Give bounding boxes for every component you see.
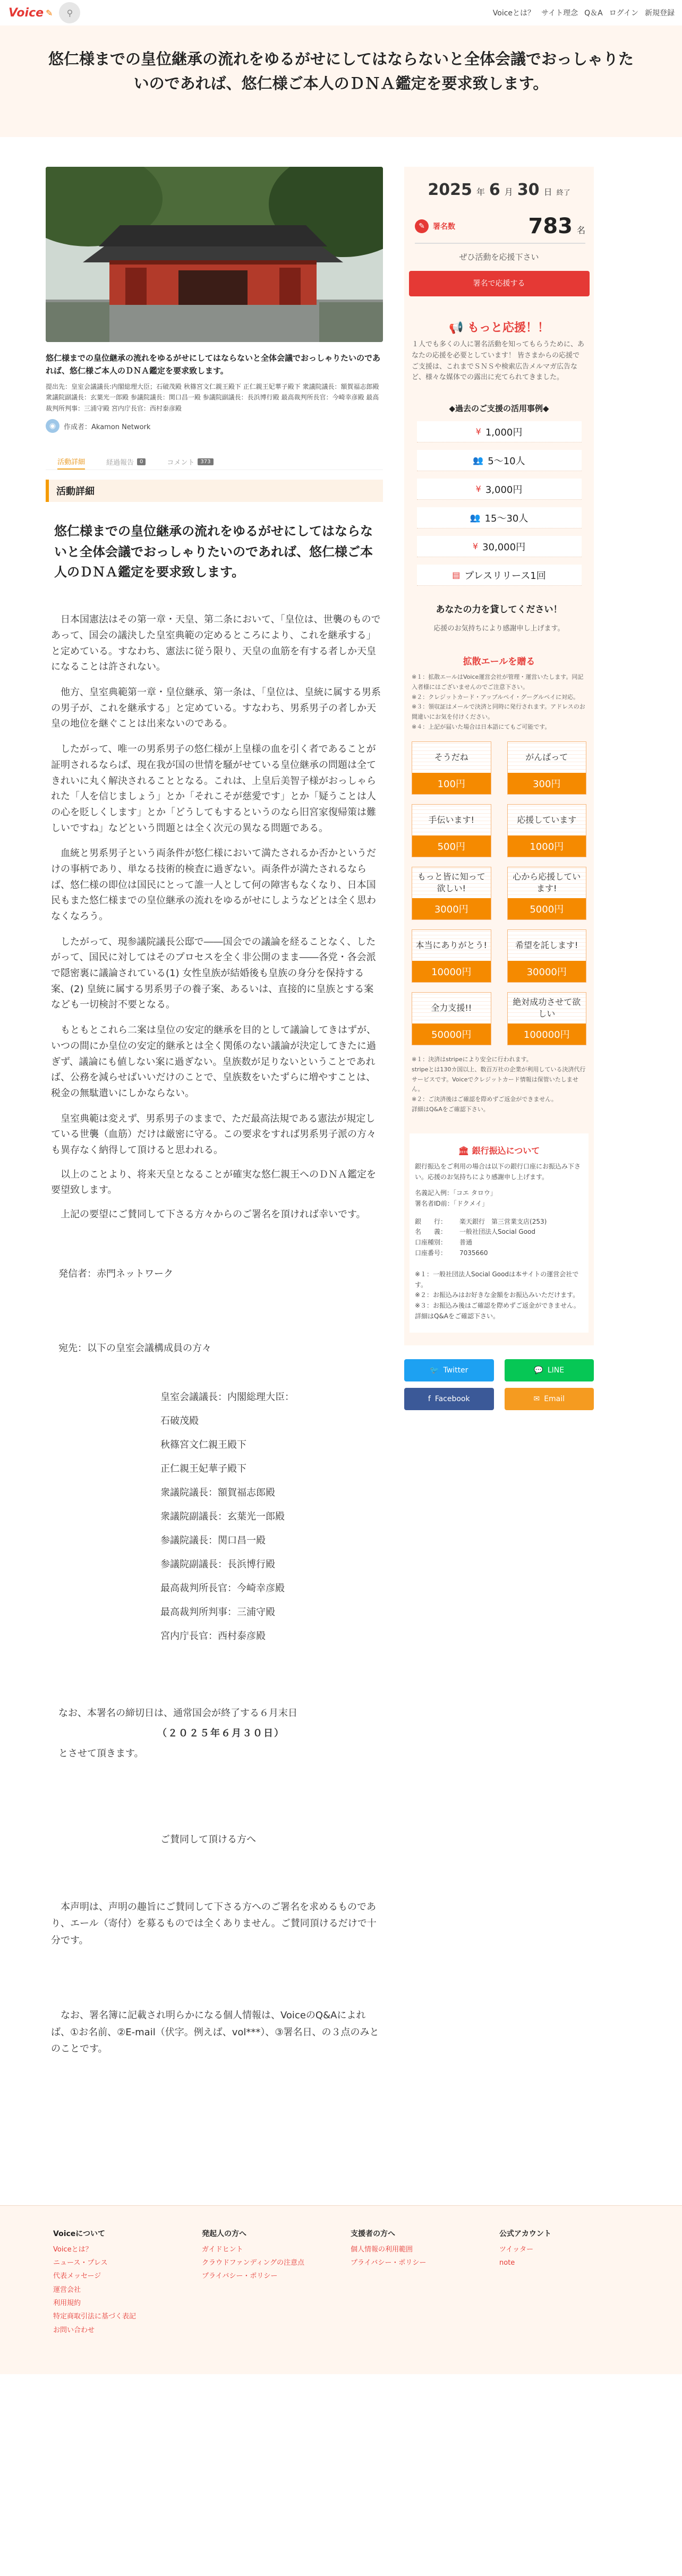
date-month-unit: 月 bbox=[504, 187, 513, 197]
yell-card[interactable] bbox=[412, 867, 491, 920]
more-title-text: もっと応援！！ bbox=[467, 321, 550, 335]
footer-link[interactable]: ツイッター bbox=[499, 2245, 534, 2254]
date-day-unit: 日 bbox=[543, 187, 552, 197]
petition-photo bbox=[46, 167, 383, 342]
share-facebook-button[interactable] bbox=[404, 1388, 494, 1410]
petition-author[interactable] bbox=[46, 419, 383, 433]
bank-notes bbox=[415, 1269, 583, 1322]
footer-link[interactable]: 利用規約 bbox=[53, 2299, 81, 2308]
coin-icon: ¥ bbox=[475, 427, 481, 437]
date-end-label: 終了 bbox=[556, 189, 570, 197]
coin-icon: ¥ bbox=[472, 541, 479, 552]
footer-link[interactable]: note bbox=[499, 2259, 515, 2267]
content-tabs bbox=[46, 454, 383, 470]
note-item: ※３：お振込み後はご確認を際めずご返金ができません。詳細はQ&Aをご確認下さい。 bbox=[415, 1302, 580, 1320]
sender-line: 発信者：赤門ネットワーク bbox=[58, 1268, 173, 1280]
past-case-text: 1,000円 bbox=[485, 427, 523, 438]
press-icon: ▤ bbox=[452, 570, 461, 581]
bank-field-key: 口座種別： bbox=[415, 1239, 447, 1247]
bank-title-text: 銀行振込について bbox=[472, 1146, 540, 1156]
recipient-item: 参議院副議長：長浜博行殿 bbox=[160, 1558, 275, 1570]
paragraph: したがって、唯一の男系男子の悠仁様が上皇様の血を引く者であることが証明されるならば、現在我が国の世情を騒がせている皇位継承の問題は全てきれいに丸く解決されることとなる。これは、上皇后美智子様がおっしゃられた「人を信じましょう」とか「それこそが慈愛です」とか「疑うことは人の心を貶しくします」とか「どうしてもするというのなら旧宮家復帰策は難しいですね」などという問題とは全く次元の異なる問題である。 bbox=[51, 744, 376, 834]
bank-field-key: 口座番号： bbox=[415, 1249, 447, 1257]
line-icon: 💬 bbox=[534, 1366, 543, 1375]
bank-field bbox=[415, 1227, 583, 1238]
share-label: LINE bbox=[547, 1366, 565, 1375]
recipient-item: 衆議院副議長：玄葉光一郎殿 bbox=[160, 1511, 285, 1522]
site-footer bbox=[0, 2205, 682, 2374]
bank-title bbox=[415, 1144, 583, 1156]
yell-price-button[interactable]: 1000円 bbox=[508, 835, 586, 857]
past-cases-title: ◆過去のご支援の活用事例◆ bbox=[449, 404, 549, 414]
sidebar bbox=[404, 167, 594, 1410]
share-label: Facebook bbox=[434, 1394, 470, 1403]
yell-message: 心から応援しています! bbox=[508, 867, 586, 898]
logo-text[interactable]: Voice bbox=[8, 6, 44, 20]
more-support-title bbox=[412, 319, 586, 335]
yell-card[interactable] bbox=[507, 992, 587, 1045]
yell-message: 応援しています bbox=[508, 805, 586, 835]
statement-paragraph: 本声明は、声明の趣旨にご賛同して下さる方へのご署名を求めるものであり、エール（寄付）を募るものでは全くありません。ご賛同頂けるだけで十分です。 bbox=[51, 1901, 377, 1946]
tab-comments-count: 373 bbox=[198, 458, 213, 465]
yell-message: 全力支援!! bbox=[412, 993, 491, 1023]
logo-mark-icon: ✎ bbox=[46, 7, 53, 18]
yell-price-button[interactable]: 5000円 bbox=[508, 898, 586, 919]
footer-link[interactable]: お問い合わせ bbox=[53, 2326, 95, 2334]
yell-message: 本当にありがとう! bbox=[412, 930, 491, 961]
note-item: ※１：一般社団法人Social Goodは本サイトの運営会社です。 bbox=[415, 1270, 579, 1289]
avatar: ◉ bbox=[46, 419, 59, 433]
recipient-item: 最高裁判所判事：三浦守殿 bbox=[160, 1606, 275, 1618]
closing-heading: ご賛同して頂ける方へ bbox=[160, 1833, 256, 1845]
yell-card[interactable] bbox=[412, 804, 491, 857]
body-title: 悠仁様までの皇位継承の流れをゆるがせにしてはならないと全体会議でおっしゃりたいのであれば、悠仁様ご本人のＤＮＡ鑑定を要求致します。 bbox=[54, 524, 373, 579]
footer-column-title: Voiceについて bbox=[53, 2229, 106, 2238]
nav-philosophy[interactable]: サイト理念 bbox=[541, 9, 578, 18]
yell-price-button[interactable]: 10000円 bbox=[412, 961, 491, 982]
sign-button[interactable]: 署名で応援する bbox=[409, 271, 590, 296]
footer-column-title: 支援者の方へ bbox=[351, 2229, 395, 2238]
bank-field-value: 一般社団法人Social Good bbox=[459, 1228, 536, 1236]
past-cases-list bbox=[417, 421, 582, 586]
note-item: ※２：お振込みはお好きな金額をお振込みいただけます。 bbox=[415, 1291, 579, 1299]
end-date-box bbox=[404, 167, 594, 199]
footer-link[interactable]: 運営会社 bbox=[53, 2285, 81, 2294]
facebook-icon: f bbox=[428, 1394, 431, 1403]
bank-field bbox=[415, 1217, 583, 1227]
more-support-section bbox=[404, 296, 594, 383]
bank-field-value: 楽天銀行 第三営業支店(253) bbox=[459, 1217, 547, 1225]
ext-yell-title: 拡散エールを贈る bbox=[463, 656, 535, 668]
recipient-line: 宛先：以下の皇室会議構成員の方々 bbox=[58, 1342, 211, 1354]
past-case-text: 3,000円 bbox=[485, 484, 523, 496]
paragraph: 日本国憲法はその第一章・天皇、第二条において、「皇位は、世襲のものであって、国会の議決した皇室典範の定めるところにより、これを継承する」と定めている。すなわち、憲法に従う限り、天皇の血筋を有する者しか天皇になることは許されない。 bbox=[51, 614, 381, 673]
note-item: ※２：クレジットカード・アップルペイ・グーグルペイに対応。 bbox=[412, 693, 579, 701]
bank-field-key: 名 義： bbox=[415, 1228, 447, 1236]
petition-title: 悠仁様までの皇位継承の流れをゆるがせにしてはならないと全体会議でおっしゃりたいのであれば、悠仁様ご本人のＤＮＡ鑑定を要求致します。 bbox=[46, 353, 381, 376]
yell-message: 手伝います! bbox=[412, 805, 491, 835]
date-month: 6 bbox=[489, 181, 500, 199]
note-item: ※１：決済はstripeにより安全に行われます。 bbox=[412, 1056, 532, 1063]
tab-comments-label: コメント bbox=[167, 459, 195, 467]
note-item: ※２：ご決済後はご確認を際めずご返金ができません。 bbox=[412, 1096, 557, 1103]
bank-fields bbox=[415, 1217, 583, 1259]
share-line-button[interactable] bbox=[505, 1359, 594, 1381]
signature-count-number: 783 bbox=[528, 214, 573, 238]
yell-price-button[interactable]: 50000円 bbox=[412, 1023, 491, 1045]
coin-icon: ¥ bbox=[475, 484, 481, 494]
tab-details-label: 活動詳細 bbox=[57, 458, 86, 467]
recipient-list bbox=[46, 1385, 383, 1648]
end-date bbox=[404, 181, 594, 199]
signature-count-row bbox=[404, 199, 594, 238]
support-panel bbox=[404, 167, 594, 1345]
petition-addressee: 提出先：皇室会議議長:内閣総理大臣；石破茂殿 秋篠宮文仁親王殿下 正仁親王妃華子殿下 衆議院議長：額賀福志郎殿 衆議院副議長：玄葉光一郎殿 参議院議長：関口昌一殿 参議院副議長：長浜博行殿 最高裁判所長官：今崎幸彦殿 最高裁判所判事：三浦守殿 宮内庁長官：西村泰彦殿 bbox=[46, 383, 379, 412]
top-header bbox=[0, 0, 682, 25]
footer-column bbox=[351, 2228, 499, 2374]
nav-login[interactable]: ログイン bbox=[609, 9, 638, 18]
email-icon: ✉ bbox=[533, 1394, 540, 1403]
footer-link[interactable]: 代表メッセージ bbox=[53, 2272, 101, 2281]
yell-price-button[interactable]: 100000円 bbox=[508, 1023, 586, 1045]
share-email-button[interactable] bbox=[505, 1388, 594, 1410]
paragraph: 皇室典範は変えず、男系男子のままで、ただ最高法規である憲法が規定している世襲（血筋）だけは厳密に守る。この要求をすれば男系男子派の方々も異存なく納得して頂けると思われる。 bbox=[51, 1113, 376, 1156]
share-label: Twitter bbox=[443, 1366, 468, 1375]
paragraph: 以上のことより、将来天皇となることが確実な悠仁親王へのＤＮＡ鑑定を要望致します。 bbox=[51, 1168, 376, 1196]
tab-progress[interactable] bbox=[106, 454, 146, 470]
share-buttons bbox=[404, 1359, 594, 1410]
paragraph: 血統と男系男子という両条件が悠仁様において満たされるか否かというだけの事柄であり、単なる技術的検査に過ぎない。両条件が満たされるならば、悠仁様の即位は国民にとって誰一人として何の障害もなくなり、日本国民もまた悠仁様までの皇位継承の流れをゆるがせにしようなどとは全く思わなくなろう。 bbox=[51, 848, 376, 923]
date-year: 2025 bbox=[428, 181, 472, 199]
footer-column bbox=[499, 2228, 648, 2374]
bank-memo2: 署名者ID前：「ドクメイ」 bbox=[415, 1199, 489, 1207]
note-item: ※３：領収証はメールで決済と同時に発行されます。アドレスのお間違いにお気を付けください。 bbox=[412, 703, 585, 720]
past-case-item bbox=[417, 479, 582, 500]
cta-text: ぜひ活動を応援下さい bbox=[459, 252, 539, 262]
bank-memo: 名義記入例：「コエ タロウ」 bbox=[415, 1189, 497, 1197]
yell-message: そうだね bbox=[412, 742, 491, 773]
page-title: 悠仁様までの皇位継承の流れをゆるがせにしてはならないと全体会議でおっしゃりたいのであれば、悠仁様ご本人のＤＮＡ鑑定を要求致します。 bbox=[48, 50, 634, 93]
bank-field bbox=[415, 1238, 583, 1248]
yell-price-button[interactable]: 300円 bbox=[508, 773, 586, 794]
share-label: Email bbox=[544, 1394, 565, 1403]
footer-link[interactable]: ニュース・プレス bbox=[53, 2259, 108, 2267]
recipient-item: 正仁親王妃華子殿下 bbox=[160, 1463, 246, 1474]
cheer-title: あなたの力を貸してください！ bbox=[436, 604, 562, 616]
search-icon[interactable]: ⚲ bbox=[59, 2, 80, 23]
yell-card[interactable] bbox=[412, 929, 491, 983]
count-divider bbox=[415, 243, 585, 244]
section-heading: 活動詳細 bbox=[46, 480, 383, 502]
bank-field bbox=[415, 1248, 583, 1259]
hero-banner bbox=[0, 25, 682, 137]
footer-link[interactable]: プライバシー・ポリシー bbox=[351, 2259, 427, 2267]
footer-column-title: 公式アカウント bbox=[499, 2229, 551, 2238]
footer-link[interactable]: クラウドファンディングの注意点 bbox=[202, 2259, 305, 2267]
yell-card[interactable] bbox=[412, 992, 491, 1045]
past-case-text: 5〜10人 bbox=[488, 455, 525, 467]
recipient-item: 参議院議長：関口昌一殿 bbox=[160, 1534, 266, 1546]
footer-link[interactable]: プライバシー・ポリシー bbox=[202, 2272, 278, 2281]
yell-price-button[interactable]: 500円 bbox=[412, 835, 491, 857]
share-twitter-button[interactable] bbox=[404, 1359, 494, 1381]
main-content bbox=[46, 167, 383, 2058]
main-container bbox=[0, 137, 682, 2058]
footer-link[interactable]: 個人情報の利用範囲 bbox=[351, 2245, 413, 2254]
note-item: 詳細はQ&Aをご確認下さい。 bbox=[412, 1105, 489, 1113]
bank-field-value: 7035660 bbox=[459, 1249, 488, 1257]
recipient-item: 衆議院議長：額賀福志郎殿 bbox=[160, 1487, 275, 1498]
nav-signup[interactable]: 新規登録 bbox=[645, 9, 675, 18]
past-case-item bbox=[417, 536, 582, 557]
tab-comments[interactable] bbox=[167, 454, 213, 470]
note-item: ※１：拡散エールはVoice運営会社が管理・運営いたします。同記入者様にはございませんのでご注意下さい。 bbox=[412, 673, 584, 690]
paragraph: 上記の要望にご賛同して下さる方々からのご署名を頂ければ幸いです。 bbox=[61, 1209, 366, 1221]
recipient-item: 秋篠宮文仁親王殿下 bbox=[160, 1439, 246, 1451]
note-item: stripeとは130カ国以上、数百万社の企業が利用している決済代行サービスです。Voiceでクレジットカード情報は保管いたしません。 bbox=[412, 1066, 586, 1093]
yell-gift-grid bbox=[404, 732, 594, 1045]
tab-details[interactable] bbox=[57, 454, 85, 470]
note-item: ※４：上記が届いた場合は日本語にてもご可能です。 bbox=[412, 723, 551, 730]
more-support-text: １人でも多くの人に署名活動を知ってもらうために、あなたの応援を必要としています！ 皆さまからの応援でご支援は、これまでＳＮＳや検索広告メルマガ広告など、様々な媒体での露出に充てられてきました。 bbox=[412, 340, 585, 382]
signature-count-label bbox=[415, 219, 455, 233]
yell-message: 絶対成功させて欲しい bbox=[508, 993, 586, 1023]
date-year-unit: 年 bbox=[476, 187, 485, 197]
bank-intro: 銀行振込をご利用の場合は以下の銀行口座にお振込み下さい。応援のお気持ちにより感謝申し上げます。 bbox=[415, 1163, 581, 1181]
yell-message: がんばって bbox=[508, 742, 586, 773]
recipient-item: 石破茂殿 bbox=[160, 1415, 199, 1427]
yell-card[interactable] bbox=[507, 867, 587, 920]
past-case-item bbox=[417, 507, 582, 528]
paragraph: もともとこれら二案は皇位の安定的継承を目的として議論してきはずが、いつの間にか皇位の安定的継承とは全く関係のない議論が決定してきたに過ぎず、議論にも値しない案に過ぎない。皇族数が足りないということであれば、公務を減らせばいいだけのことで、皇族数をいたずらに増やすことは、税金の無駄遣いにしかならない。 bbox=[51, 1025, 376, 1099]
paragraph: 他方、皇室典範第一章・皇位継承、第一条は、「皇位は、皇統に属する男系の男子が、これを継承する」と定めている。すなわち、男系男子の者しか天皇の地位を継ぐことは出来ないのである。 bbox=[51, 687, 381, 730]
signature-count-unit: 名 bbox=[576, 225, 585, 235]
tab-progress-count: 0 bbox=[137, 458, 146, 465]
past-case-item bbox=[417, 450, 582, 471]
past-case-text: プレスリリース1回 bbox=[464, 570, 546, 582]
ext-yell-notes bbox=[404, 672, 594, 732]
yell-card[interactable] bbox=[507, 929, 587, 983]
yell-price-button[interactable]: 100円 bbox=[412, 773, 491, 794]
footer-column bbox=[53, 2228, 202, 2374]
count-label-text: 署名数 bbox=[433, 223, 455, 231]
deadline-date: （２０２５年６月３０日） bbox=[157, 1727, 285, 1739]
nav-about[interactable]: Voiceとは？ bbox=[492, 9, 535, 18]
bank-icon: 🏛 bbox=[458, 1146, 472, 1156]
privacy-paragraph: なお、署名簿に記載され明らかになる個人情報は、VoiceのQ&Aによれば、①お名前、②E-mail（伏字。例えば、vol***）、③署名日、の３点のみとのことです。 bbox=[51, 2010, 379, 2055]
footer-link[interactable]: ガイドヒント bbox=[202, 2245, 243, 2254]
people-icon: 👥 bbox=[473, 455, 484, 466]
past-case-text: 30,000円 bbox=[482, 541, 526, 553]
past-case-text: 15〜30人 bbox=[484, 513, 528, 524]
recipient-item: 皇室会議議長：内閣総理大臣： bbox=[160, 1391, 294, 1403]
date-day: 30 bbox=[517, 181, 540, 199]
logo[interactable] bbox=[8, 2, 80, 23]
past-case-item bbox=[417, 565, 582, 586]
nav-qa[interactable]: Q＆A bbox=[584, 9, 603, 18]
past-case-item bbox=[417, 421, 582, 442]
footer-link[interactable]: Voiceとは？ bbox=[53, 2245, 92, 2254]
gift-notes bbox=[404, 1045, 594, 1114]
pencil-icon: ✎ bbox=[415, 219, 429, 233]
signature-count bbox=[528, 214, 585, 238]
megaphone-icon: 📢 bbox=[448, 321, 468, 335]
recipient-item: 最高裁判所長官：今崎幸彦殿 bbox=[160, 1582, 285, 1594]
people-icon: 👥 bbox=[470, 513, 481, 523]
recipient-item: 宮内庁長官：西村泰彦殿 bbox=[160, 1630, 266, 1642]
deadline-note: とさせて頂きます。 bbox=[58, 1747, 144, 1759]
yell-message: もっと皆に知って欲しい! bbox=[412, 867, 491, 898]
yell-card[interactable] bbox=[412, 741, 491, 795]
twitter-icon: 🐦 bbox=[430, 1366, 439, 1375]
yell-price-button[interactable]: 30000円 bbox=[508, 961, 586, 982]
bank-field-key: 銀 行： bbox=[415, 1217, 447, 1225]
top-nav bbox=[493, 7, 675, 18]
yell-message: 希望を託します! bbox=[508, 930, 586, 961]
paragraph: したがって、現参議院議長公邸で――国会での議論を経ることなく、したがって、国民に対してはそのプロセスを全く非公開のまま――各党・各会派で隠密裏に議論されている(1) 女性皇族が結婚後も皇族の身分を保持する案、(2) 皇統に属する男系男子の養子案、あるいは、直接的に皇族とする案なども一切検討不要となる。 bbox=[51, 936, 376, 1011]
footer-link[interactable]: 特定商取引法に基づく表記 bbox=[53, 2313, 137, 2321]
yell-price-button[interactable]: 3000円 bbox=[412, 898, 491, 919]
yell-card[interactable] bbox=[507, 741, 587, 795]
cheer-subtitle: 応援のお気持ちにより感謝申し上げます。 bbox=[433, 625, 565, 633]
deadline-line: なお、本署名の締切日は、通常国会が終了する６月末日 bbox=[58, 1707, 297, 1719]
bank-field-value: 普通 bbox=[459, 1239, 473, 1247]
footer-column bbox=[202, 2228, 351, 2374]
footer-column-title: 発起人の方へ bbox=[202, 2229, 246, 2238]
author-name[interactable]: 作成者：Akamon Network bbox=[64, 423, 151, 431]
tab-progress-label: 経過報告 bbox=[106, 459, 134, 467]
bank-transfer-box bbox=[410, 1133, 589, 1332]
yell-card[interactable] bbox=[507, 804, 587, 857]
